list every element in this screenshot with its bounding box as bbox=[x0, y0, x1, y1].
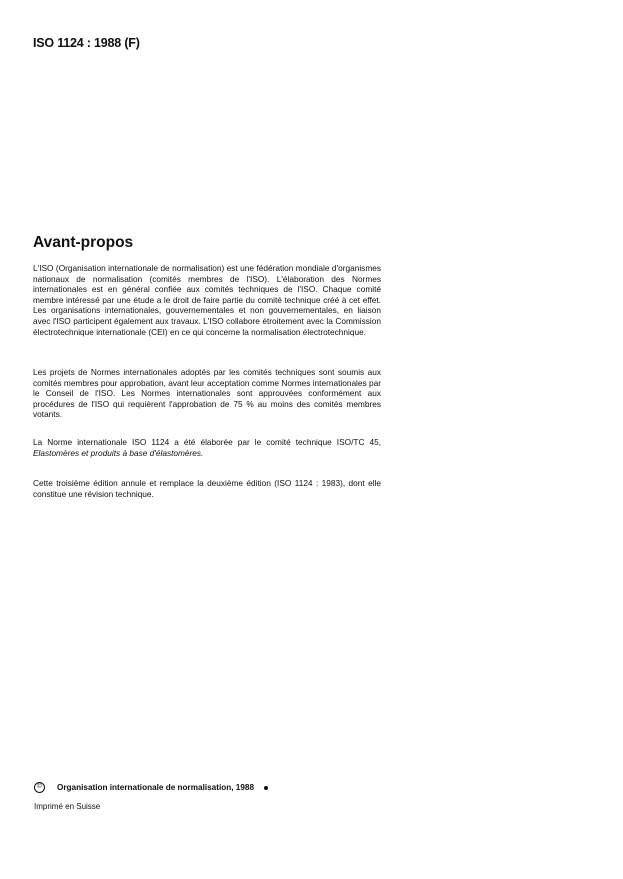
bullet-icon bbox=[264, 786, 268, 790]
committee-intro-text: La Norme internationale ISO 1124 a été élaborée par le comité technique ISO/TC 45, bbox=[33, 437, 381, 447]
paragraph-approval-process: Les projets de Normes internationales adoptés par les comités techniques sont soumis aux comités membres pour approbation, avant leur acceptation comme Normes internationales par le Conseil de l'ISO. Les Normes internationales sont approuvées conformément aux procédures de l'ISO qui requièrent l'approbation de 75 % au moins des comités membres votants. bbox=[33, 367, 381, 420]
paragraph-committee bbox=[33, 437, 381, 458]
paragraph-edition-note: Cette troisième édition annule et remplace la deuxième édition (ISO 1124 : 1983), dont elle constitue une révision technique. bbox=[33, 478, 381, 499]
copyright-organisation: Organisation internationale de normalisation, 1988 bbox=[57, 783, 255, 792]
section-title: Avant-propos bbox=[33, 234, 134, 251]
copyright-icon: © bbox=[34, 782, 45, 793]
document-identifier: ISO 1124 : 1988 (F) bbox=[33, 36, 140, 50]
printed-location: Imprimé en Suisse bbox=[34, 802, 101, 811]
copyright-footer bbox=[34, 782, 268, 793]
paragraph-iso-description: L'ISO (Organisation internationale de normalisation) est une fédération mondiale d'organismes nationaux de normalisation (comités membres de l'ISO). L'élaboration des Normes internationales est en général confiée aux comités techniques de l'ISO. Chaque comité membre intéressé par une étude a le droit de faire partie du comité technique créé à cet effet. Les organisations internationales, gouvernementales et non gouvernementales, en liaison avec l'ISO participent également aux travaux. L'ISO collabore étroitement avec la Commission électrotechnique internationale (CEI) en ce qui concerne la normalisation électrotechnique. bbox=[33, 263, 381, 337]
committee-title-italic: Elastomères et produits à base d'élastomères. bbox=[33, 447, 204, 458]
